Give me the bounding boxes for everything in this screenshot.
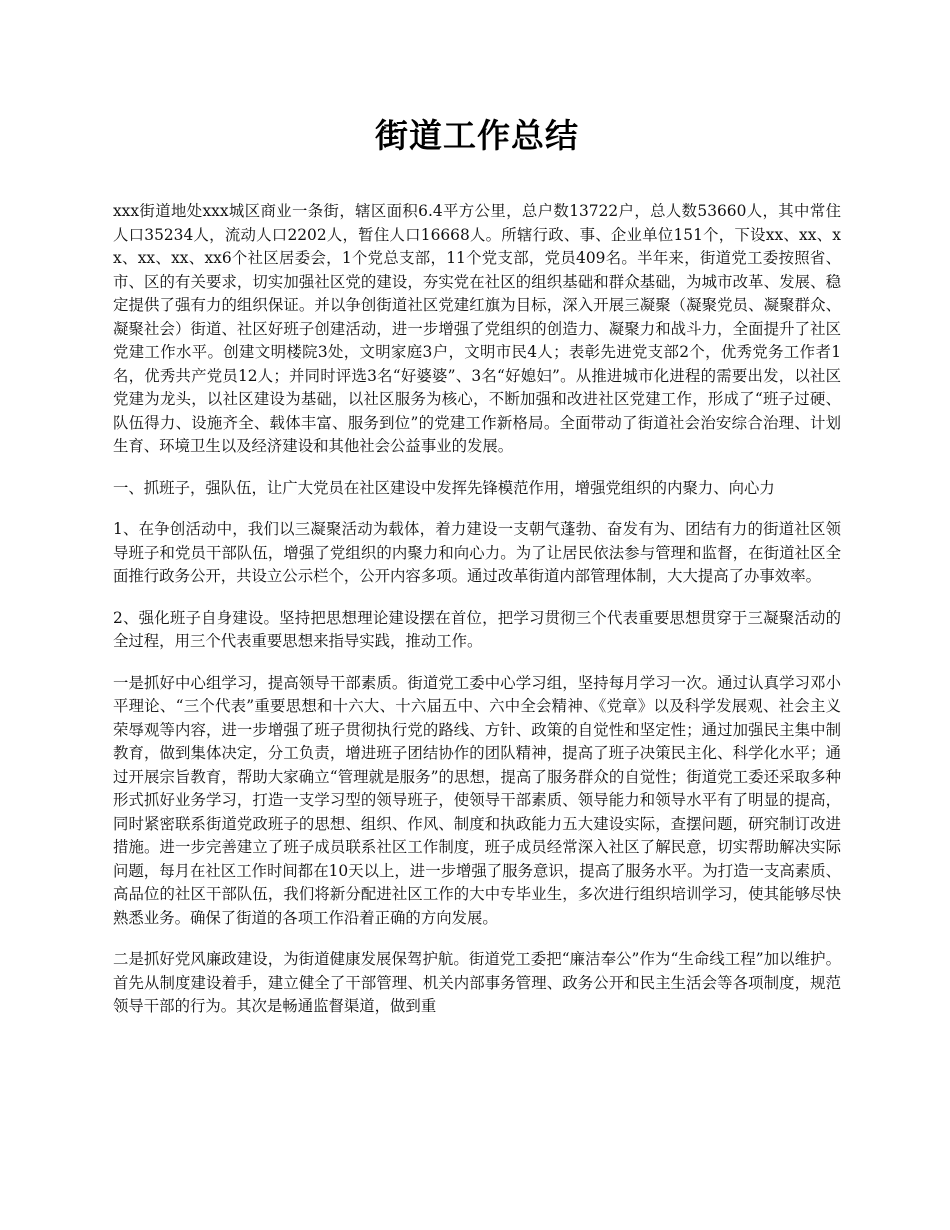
document-page: [113, 112, 841, 1037]
paragraph-point-2: 二是抓好党风廉政建设，为街道健康发展保驾护航。街道党工委把“廉洁奉公”作为“生命线工程”加以维护。首先从制度建设着手，建立健全了干部管理、机关内部事务管理、政务公开和民主生活会等各项制度，规范领导干部的行为。其次是畅通监督渠道，做到重: [113, 950, 841, 1015]
intro-paragraph: xxx街道地处xxx城区商业一条街，辖区面积6.4平方公里，总户数13722户，总人数53660人，其中常住人口35234人，流动人口2202人，暂住人口16668人。所辖行政、事、企业单位151个，下设xx、xx、xx、xx、xx、xx6个社区居委会，1个党总支部，11个党支部，党员409名。半年来，街道党工委按照省、市、区的有关要求，切实加强社区党的建设，夯实党在社区的组织基础和群众基础，为城市改革、发展、稳定提供了强有力的组织保证。并以争创街道社区党建红旗为目标，深入开展三凝聚（凝聚党员、凝聚群众、凝聚社会）街道、社区好班子创建活动，进一步增强了党组织的创造力、凝聚力和战斗力，全面提升了社区党建工作水平。创建文明楼院3处，文明家庭3户，文明市民4人；表彰先进党支部2个，优秀党务工作者1名，优秀共产党员12人；并同时评选3名“好婆婆”、3名“好媳妇”。从推进城市化进程的需要出发，以社区党建为龙头，以社区建设为基础，以社区服务为核心，不断加强和改进社区党建工作，形成了“班子过硬、队伍得力、设施齐全、载体丰富、服务到位”的党建工作新格局。全面带动了街道社会治安综合治理、计划生育、环境卫生以及经济建设和其他社会公益事业的发展。: [113, 202, 841, 455]
paragraph-item-2: 2、强化班子自身建设。坚持把思想理论建设摆在首位，把学习贯彻三个代表重要思想贯穿于三凝聚活动的全过程，用三个代表重要思想来指导实践，推动工作。: [113, 608, 841, 650]
paragraph-item-1: 1、在争创活动中，我们以三凝聚活动为载体，着力建设一支朝气蓬勃、奋发有为、团结有力的街道社区领导班子和党员干部队伍，增强了党组织的内聚力和向心力。为了让居民依法参与管理和监督，在街道社区全面推行政务公开，共设立公示栏个，公开内容多项。通过改革街道内部管理体制，大大提高了办事效率。: [113, 520, 841, 585]
section-heading-1: 一、抓班子，强队伍，让广大党员在社区建设中发挥先锋模范作用，增强党组织的内聚力、向心力: [113, 478, 775, 497]
document-title: 街道工作总结: [375, 116, 579, 155]
paragraph-point-1: 一是抓好中心组学习，提高领导干部素质。街道党工委中心学习组，坚持每月学习一次。通过认真学习邓小平理论、“三个代表”重要思想和十六大、十六届五中、六中全会精神、《党章》以及科学发展观、社会主义荣辱观等内容，进一步增强了班子贯彻执行党的路线、方针、政策的自觉性和坚定性；通过加强民主集中制教育，做到集体决定，分工负责，增进班子团结协作的团队精神，提高了班子决策民主化、科学化水平；通过开展宗旨教育，帮助大家确立“管理就是服务”的思想，提高了服务群众的自觉性；街道党工委还采取多种形式抓好业务学习，打造一支学习型的领导班子，使领导干部素质、领导能力和领导水平有了明显的提高，同时紧密联系街道党政班子的思想、组织、作风、制度和执政能力五大建设实际，查摆问题，研究制订改进措施。进一步完善建立了班子成员联系社区工作制度，班子成员经常深入社区了解民意，切实帮助解决实际问题，每月在社区工作时间都在10天以上，进一步增强了服务意识，提高了服务水平。为打造一支高素质、高品位的社区干部队伍，我们将新分配进社区工作的大中专毕业生，多次进行组织培训学习，使其能够尽快熟悉业务。确保了街道的各项工作沿着正确的方向发展。: [113, 673, 841, 927]
document-body: [113, 200, 841, 1019]
